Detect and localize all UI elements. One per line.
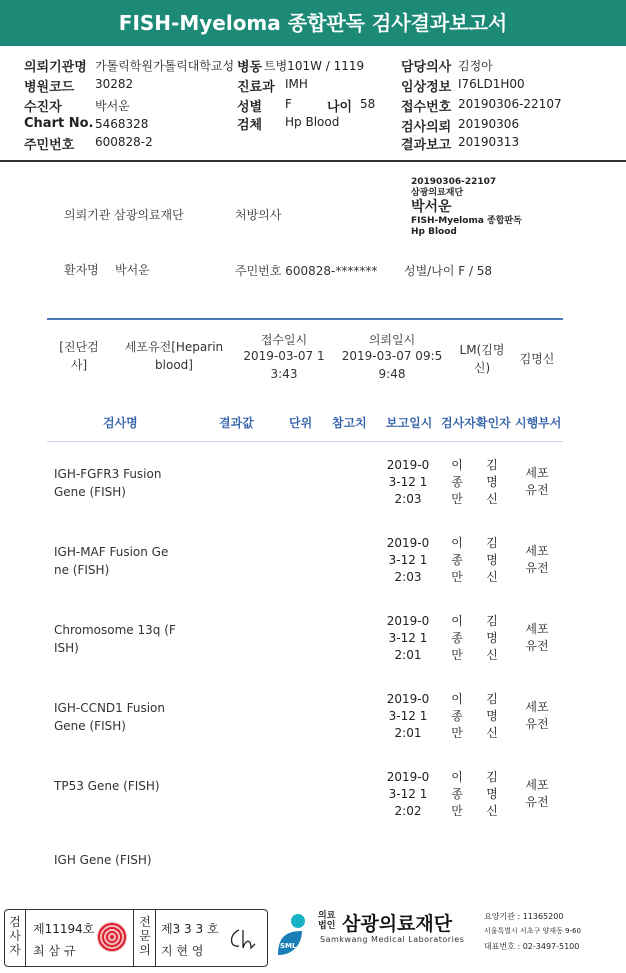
tester-name: 이 종 만: [451, 770, 463, 818]
stamp-test: FISH-Myeloma 종합판독: [411, 216, 522, 226]
seal-icon: [97, 922, 127, 952]
org-address: 서울특별시 서초구 양재동 9-60: [484, 927, 581, 935]
report-label: 결과보고: [401, 138, 452, 153]
dept-label: 진료과: [237, 80, 275, 95]
col-reference: 참고치: [332, 416, 367, 430]
divider: [47, 318, 563, 320]
lm-label: LM(김명 신): [459, 343, 505, 375]
tester-name: 이 종 만: [451, 536, 463, 584]
dept-name: 세포 유전: [525, 778, 549, 809]
ward-value: 트병101W / 1119: [264, 59, 365, 73]
org-phone: 대표번호 : 02-3497-5100: [484, 942, 580, 951]
checker-name: 김 명 신: [486, 692, 498, 740]
specialist-vertical-label: 전 문 의: [139, 915, 151, 957]
id-label: 주민번호: [24, 138, 75, 153]
tester-name: 이 종 만: [451, 458, 463, 506]
chart-label: Chart No.: [24, 116, 94, 131]
org-code: 요양기관 : 11365200: [484, 912, 564, 921]
test-name: IGH-CCND1 Fusion Gene (FISH): [54, 701, 165, 733]
clinical-value: I76LD1H00: [458, 77, 525, 91]
checker-name: 김 명 신: [486, 614, 498, 662]
id-number: 주민번호 600828-*******: [235, 264, 378, 278]
age-value: 58: [360, 97, 376, 111]
chart-value: 5468328: [95, 117, 149, 131]
dept-name: 세포 유전: [525, 466, 549, 497]
checker-name: 김 명 신: [486, 536, 498, 584]
request-date-label: 의뢰일시: [368, 333, 416, 347]
dept-name: 세포 유전: [525, 700, 549, 731]
test-name: Chromosome 13q (F ISH): [54, 623, 176, 655]
header-divider: [47, 441, 563, 442]
institution-label: 의뢰기관명: [24, 60, 87, 75]
org-en: Samkwang Medical Laboratories: [320, 935, 465, 944]
org-prefix: 의료 법인: [318, 911, 336, 931]
request-label: 검사의뢰: [401, 120, 452, 135]
patient-value: 박서운: [95, 99, 130, 113]
tester-name: 최 삼 규: [33, 944, 76, 958]
report-time: 2019-0 3-12 1 2:01: [386, 692, 430, 740]
checker-name: 김 명 신: [486, 770, 498, 818]
institution-value: 가톨릭학원가톨릭대학교성: [95, 59, 235, 73]
request-value: 20190306: [458, 117, 520, 131]
col-unit: 단위: [289, 416, 313, 430]
test-name: TP53 Gene (FISH): [54, 779, 160, 793]
sex-label: 성별: [237, 100, 263, 115]
doctor-value: 김정아: [458, 59, 493, 73]
sig-divider: [25, 910, 26, 966]
dept-specimen: 세포유전[Heparin blood]: [124, 340, 224, 372]
sig-divider: [133, 910, 134, 966]
specialist-name: 지 현 영: [161, 944, 204, 958]
report-time: 2019-0 3-12 1 2:02: [386, 770, 430, 818]
col-test-name: 검사명: [103, 416, 138, 430]
col-checker: 확인자: [476, 416, 511, 430]
stamp-org: 삼광의료재단: [411, 188, 464, 198]
sig-divider: [155, 910, 156, 966]
tester-vertical-label: 검 사 자: [9, 915, 21, 957]
org-name: 삼광의료재단: [342, 913, 453, 935]
patient-name-label: 환자명: [64, 263, 99, 277]
sml-logo-icon: [272, 911, 314, 961]
receive-label: 접수일시: [260, 333, 308, 347]
specimen-value: Hp Blood: [285, 115, 340, 129]
report-body: [0, 163, 626, 893]
signature-icon: [227, 926, 261, 952]
report-time: 2019-0 3-12 1 2:03: [386, 458, 430, 506]
dept-name: 세포 유전: [525, 622, 549, 653]
tester-name: 이 종 만: [451, 692, 463, 740]
test-name: IGH-FGFR3 Fusion Gene (FISH): [54, 467, 162, 499]
test-name: IGH Gene (FISH): [54, 853, 152, 867]
sex-age: 성별/나이 F / 58: [404, 264, 493, 278]
doctor-label: 담당의사: [401, 60, 452, 75]
stamp-specimen: Hp Blood: [411, 227, 457, 237]
report-title: FISH-Myeloma 종합판독 검사결과보고서: [0, 0, 626, 46]
request-date-value: 2019-03-07 09:5 9:48: [341, 349, 443, 381]
footer: [0, 905, 626, 973]
sex-value: F: [285, 97, 292, 111]
age-label: 나이: [327, 100, 353, 115]
receive-value: 2019-03-07 1 3:43: [243, 349, 325, 381]
id-value: 600828-2: [95, 135, 153, 149]
lm-name: 김명신: [519, 352, 555, 366]
tester-license: 제11194호: [33, 922, 95, 936]
req-org-label: 의뢰기관 삼광의료재단: [64, 208, 184, 222]
report-header: [0, 50, 626, 162]
clinical-label: 임상정보: [401, 80, 452, 95]
specialist-license: 제3 3 3 호: [161, 922, 219, 936]
diag-label: [진단검 사]: [59, 340, 99, 372]
report-time: 2019-0 3-12 1 2:01: [386, 614, 430, 662]
receipt-label: 접수번호: [401, 100, 452, 115]
logo-abbr: SML: [280, 942, 297, 950]
report-time: 2019-0 3-12 1 2:03: [386, 536, 430, 584]
dept-value: IMH: [285, 77, 308, 91]
col-report-time: 보고일시: [386, 416, 433, 430]
stamp-number: 20190306-22107: [411, 177, 497, 187]
hospital-code-value: 30282: [95, 77, 134, 91]
ward-label: 병동: [237, 60, 263, 75]
hospital-code-label: 병원코드: [24, 80, 75, 95]
stamp-name: 박서운: [411, 199, 452, 215]
dept-name: 세포 유전: [525, 544, 549, 575]
checker-name: 김 명 신: [486, 458, 498, 506]
signature-box: [4, 909, 268, 967]
report-value: 20190313: [458, 135, 520, 149]
patient-label: 수진자: [24, 100, 62, 115]
receipt-value: 20190306-22107: [458, 97, 562, 111]
specimen-stamp: [383, 177, 528, 245]
tester-name: 이 종 만: [451, 614, 463, 662]
prescriber-label: 처방의사: [235, 208, 282, 222]
col-dept: 시행부서: [515, 416, 562, 430]
patient-name-value: 박서운: [115, 263, 150, 277]
test-name: IGH-MAF Fusion Ge ne (FISH): [54, 545, 169, 577]
col-tester: 검사자: [441, 416, 476, 430]
col-result: 결과값: [219, 416, 254, 430]
specimen-label: 검체: [237, 118, 263, 133]
